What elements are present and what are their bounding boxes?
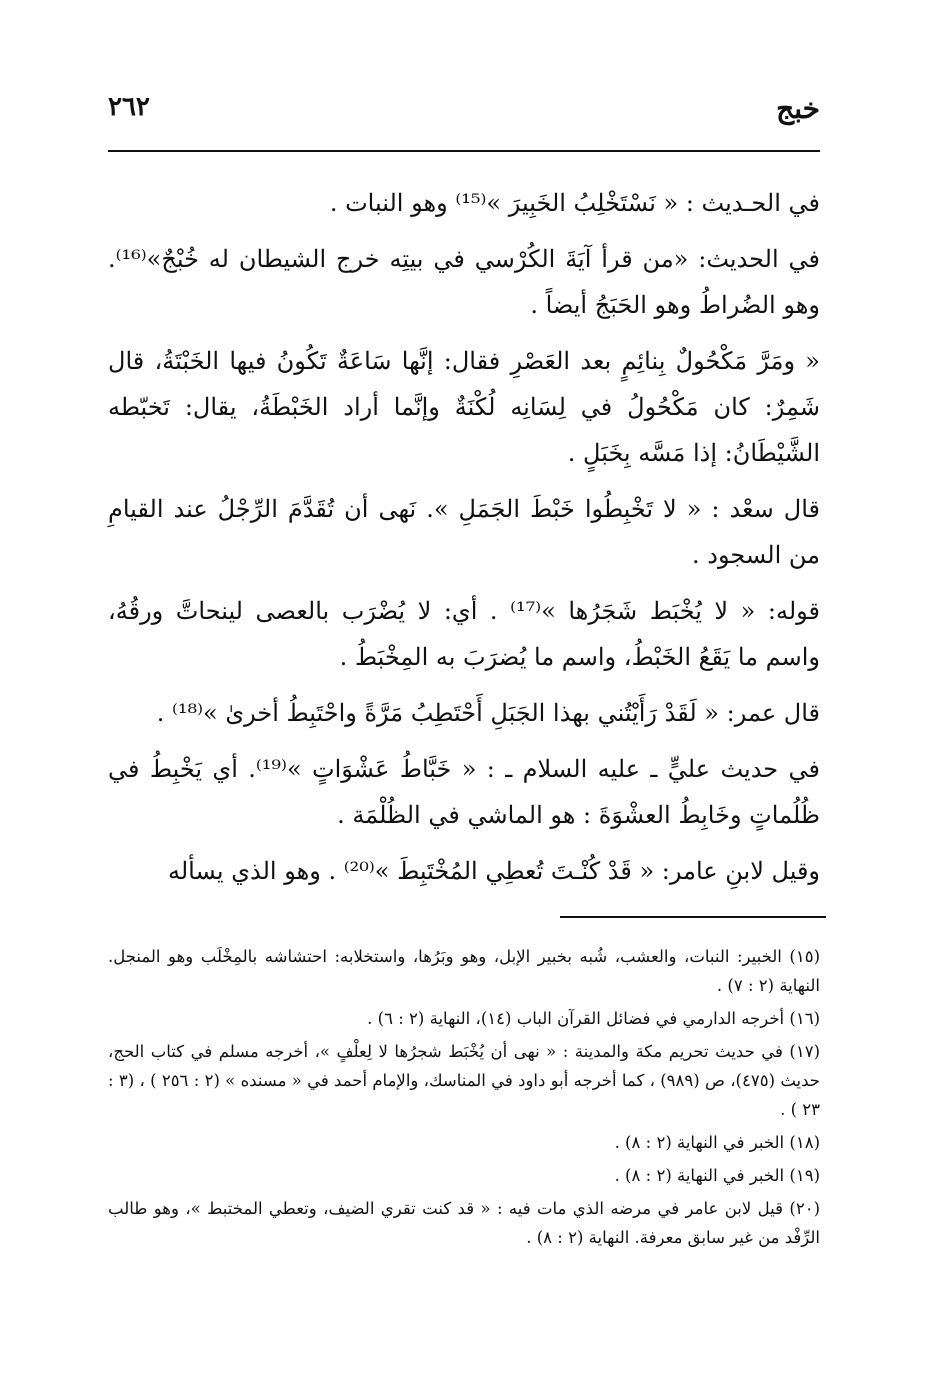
paragraph: وقيل لابنِ عامر: « قَدْ كُنْـتَ تُعطِي المُخْتَبِطَ »⁽²⁰⁾ . وهو الذي يسأله xyxy=(167,857,820,885)
paragraph: في حديث عليٍّ ـ عليه السلام ـ : « خَبَّاطُ عَشْوَاتٍ »⁽¹⁹⁾. أي يَخْبِطُ في ظُلُماتٍ وخَابِطُ العشْوَةَ : هو الماشي في الظُلْمَة . xyxy=(108,755,820,829)
main-text xyxy=(108,180,820,904)
page-number: ٢٦٢ xyxy=(108,92,150,122)
footnote: (١٥) الخبير: النبات، والعشب، شُبه بخبير الإبل، وهو وبَرُها، واستخلابه: احتشاشه بالمِخْلَب وهو المنجل. النهاية (٢ : ٧) . xyxy=(108,947,820,995)
page-header xyxy=(108,92,820,132)
paragraph: « ومَرَّ مَكْحُولٌ بِنائِمٍ بعد العَصْرِ فقال: إنَّها سَاعَةٌ تَكُونُ فيها الخَبْتَةُ، قال شَمِرٌ: كان مَكْحُولُ في لِسَانِه لُكْنَةٌ وإنَّما أراد الخَبْطَةُ، يقال: تَخبّطه الشَّيْطَانُ: إذا مَسَّه بِخَبَلٍ . xyxy=(108,347,820,467)
footnote: (١٦) أخرجه الدارمي في فضائل القرآن الباب (١٤)، النهاية (٢ : ٦) . xyxy=(367,1009,820,1028)
paragraph: قوله: « لا يُخْبَط شَجَرُها »⁽¹⁷⁾ . أي: لا يُضْرَب بالعصى لينحاتَّ ورقُهُ، واسم ما يَقَعُ الخَبْطُ، واسم ما يُضرَبَ به المِخْبَطُ . xyxy=(108,597,820,671)
page-title: خبج xyxy=(776,92,820,125)
paragraph: في الحـديث : « نَسْتَخْلِبُ الخَبِيرَ »⁽¹⁵⁾ وهو النبات . xyxy=(329,189,820,217)
paragraph: في الحديث: «من قرأ آيَةَ الكُرْسي في بيتِه خرج الشيطان له خُبْجٌ»⁽¹⁶⁾. وهو الضُراطُ وهو الحَبَجُ أيضاً . xyxy=(108,245,820,319)
footnote: (٢٠) قيل لابن عامر في مرضه الذي مات فيه : « قد كنت تقري الضيف، وتعطي المختبط »، وهو طالب الرِّفْد من غير سابق معرفة. النهاية (٢ : ٨) . xyxy=(108,1199,820,1247)
footnote-divider xyxy=(560,916,826,918)
header-divider xyxy=(108,150,820,152)
footnotes xyxy=(108,942,820,1256)
footnote: (١٧) في حديث تحريم مكة والمدينة : « نهى أن يُخْبَط شجرُها لا لِعلْفٍ »، أخرجه مسلم في كتاب الحج، حديث (٤٧٥)، ص (٩٨٩) ، كما أخرجه أبو داود في المناسك، والإمام أحمد في « مسنده » (٢ : ٢٥٦ ) ، (٣ : ٢٣ ) . xyxy=(108,1042,820,1119)
footnote: (١٩) الخبر في النهاية (٢ : ٨) . xyxy=(614,1166,820,1185)
paragraph: قال عمر: « لَقَدْ رَأَيْتُني بهذا الجَبَلِ أَحْتَطِبُ مَرَّةً واحْتَبِطُ أخرىٰ »⁽¹⁸⁾ . xyxy=(156,699,820,727)
footnote: (١٨) الخبر في النهاية (٢ : ٨) . xyxy=(614,1133,820,1152)
paragraph: قال سعْد : « لا تَخْبِطُوا خَبْطَ الجَمَلِ ». نَهى أن تُقَدَّمَ الرِّجْلُ عند القيامِ من السجود . xyxy=(108,495,820,569)
